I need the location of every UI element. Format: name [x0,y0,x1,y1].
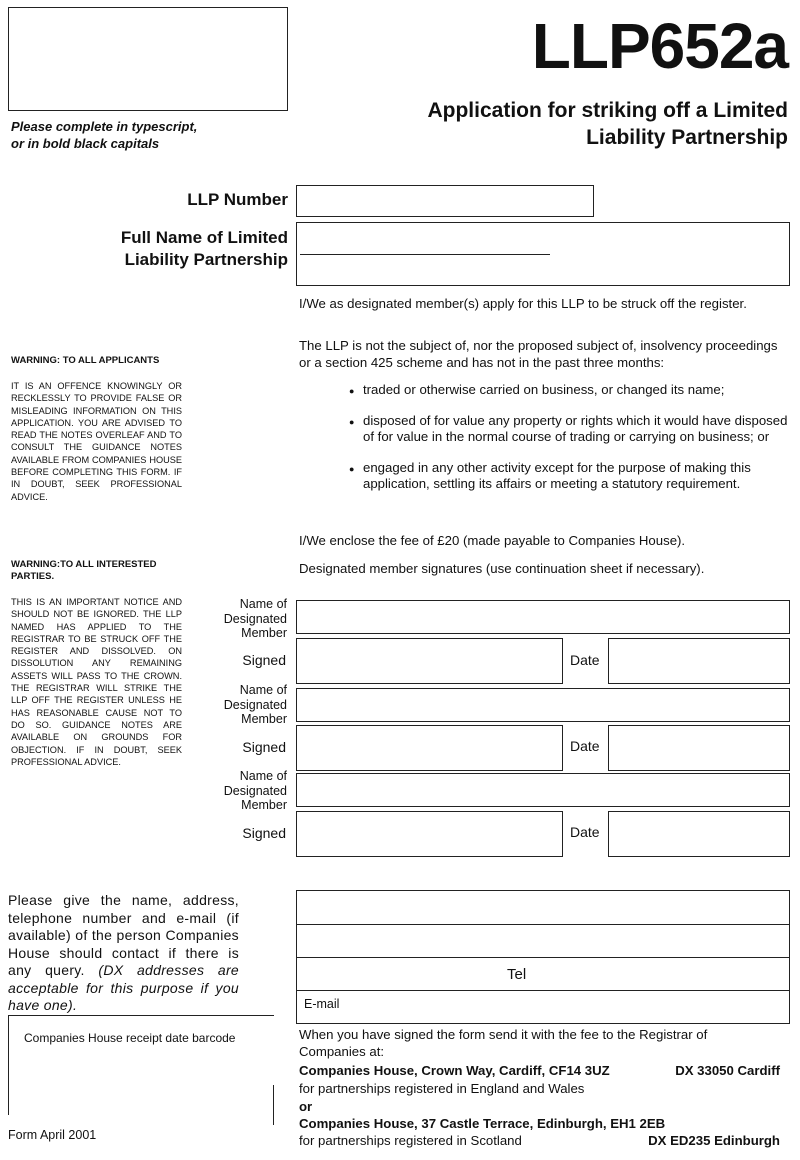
fee-statement: I/We enclose the fee of £20 (made payable to Companies House). [299,533,686,548]
england-wales-note: for partnerships registered in England and Wales [299,1081,585,1096]
member-1-signed-label: Signed [242,652,286,668]
name-label-line: Name of [239,769,287,783]
instruction-line2: or in bold black capitals [11,136,160,151]
member-1-signature-field[interactable] [296,638,563,684]
declaration-bullets [349,382,791,507]
contact-prompt-text: Please give the name, address, telephone number and e-mail (if available) of the person Companies House should contact if there is any query. [8,892,239,978]
name-label-line: Member [241,712,287,726]
bullet-item: ● disposed of for value any property or rights which it would have disposed of for value in the normal course of trading or carrying on business; or [349,413,791,446]
form-title-line1: Application for striking off a Limited [427,99,788,122]
signatures-statement: Designated member signatures (use continuation sheet if necessary). [299,561,705,576]
or-separator: or [299,1099,313,1114]
member-3-date-field[interactable] [608,811,790,857]
full-name-label [38,227,288,271]
form-title-line2: Liability Partnership [586,126,788,149]
member-1-name-label [197,597,287,641]
barcode-right-line [273,1085,274,1125]
send-instructions: When you have signed the form send it with the fee to the Registrar of Companies at: [299,1027,708,1059]
name-label-line: Member [241,798,287,812]
form-date: Form April 2001 [8,1128,97,1142]
member-3-signature-field[interactable] [296,811,563,857]
member-3-name-label [197,769,287,813]
warning-interested-title-line2: PARTIES. [11,571,55,582]
edinburgh-address: Companies House, 37 Castle Terrace, Edinburgh, EH1 2EB [299,1116,666,1131]
cardiff-dx: DX 33050 Cardiff [675,1063,780,1078]
form-code: LLP652a [531,10,788,82]
llp-number-field[interactable] [296,185,594,217]
completion-instruction [11,118,281,152]
member-3-signed-label: Signed [242,825,286,841]
tel-label: Tel [507,966,527,983]
warning-interested-text: THIS IS AN IMPORTANT NOTICE AND SHOULD NOT BE IGNORED. THE LLP NAMED HAS APPLIED TO THE REGISTRAR TO BE STRUCK OFF THE REGISTER AND DISSOLVED. ON DISSOLUTION ANY REMAINING ASSETS WILL PASS TO THE CROWN. THE REGISTRAR WILL STRIKE THE LLP OFF THE REGISTER UNLESS HE HAS REASONABLE CAUSE NOT TO DO SO. GUIDANCE NOTES ARE AVAILABLE ON GROUNDS FOR OBJECTION. IF IN DOUBT, SEEK PROFESSIONAL ADVICE. [11,597,182,767]
name-label-line: Name of [239,683,287,697]
contact-prompt [8,892,239,1015]
warning-interested-title [11,559,211,583]
warning-applicants-text: IT IS AN OFFENCE KNOWINGLY OR RECKLESSLY TO PROVIDE FALSE OR MISLEADING INFORMATION ON THIS APPLICATION. YOU ARE ADVISED TO READ THE NOTES OVERLEAF AND TO CONSULT THE GUIDANCE NOTES AVAILABLE FROM COMPANIES HOUSE BEFORE COMPLETING THIS FORM. IF IN DOUBT, SEEK PROFESSIONAL ADVICE. [11,381,182,502]
member-3-date-label: Date [570,824,600,840]
cardiff-address: Companies House, Crown Way, Cardiff, CF14 3UZ [299,1063,610,1078]
contact-prompt-dx-note: (DX addresses are acceptable for this purpose if you have one). [8,962,239,1013]
member-2-signature-field[interactable] [296,725,563,771]
name-label-line: Name of [239,597,287,611]
apply-statement: I/We as designated member(s) apply for this LLP to be struck off the register. [299,296,747,311]
contact-line-3 [296,990,790,991]
warning-interested-title-line1: WARNING:TO ALL INTERESTED [11,559,157,570]
name-label-line: Designated [223,783,287,798]
member-1-date-label: Date [570,652,600,668]
full-name-label-line1: Full Name of Limited [120,228,288,247]
member-2-date-label: Date [570,738,600,754]
not-subject-statement: The LLP is not the subject of, nor the proposed subject of, insolvency proceedings or a section 425 scheme and has not in the past three months: [299,338,778,370]
member-3-name-field[interactable] [296,773,790,807]
bullet-item: ● engaged in any other activity except for the purpose of making this application, settling its affairs or meeting a statutory requirement. [349,460,791,493]
edinburgh-dx: DX ED235 Edinburgh [648,1133,780,1148]
barcode-label: Companies House receipt date barcode [24,1031,236,1045]
name-label-line: Member [241,626,287,640]
full-name-label-line2: Liability Partnership [124,250,288,269]
name-label-line: Designated [223,697,287,712]
member-2-name-field[interactable] [296,688,790,722]
full-name-divider [300,254,550,255]
email-label: E-mail [304,997,340,1011]
member-2-name-label [197,683,287,727]
scotland-note: for partnerships registered in Scotland [299,1133,522,1148]
barcode-left-line [8,1015,9,1115]
warning-applicants-title: WARNING: TO ALL APPLICANTS [11,355,160,366]
barcode-top-line [8,1015,274,1016]
contact-line-2 [296,957,790,958]
contact-line-1 [296,924,790,925]
name-label-line: Designated [223,611,287,626]
llp-number-label: LLP Number [187,190,288,209]
bullet-item: ● traded or otherwise carried on business, or changed its name; [349,382,791,399]
member-2-signed-label: Signed [242,739,286,755]
form-title [348,97,788,151]
presenter-box[interactable] [8,7,288,111]
member-1-name-field[interactable] [296,600,790,634]
member-2-date-field[interactable] [608,725,790,771]
member-1-date-field[interactable] [608,638,790,684]
instruction-line1: Please complete in typescript, [11,119,198,134]
